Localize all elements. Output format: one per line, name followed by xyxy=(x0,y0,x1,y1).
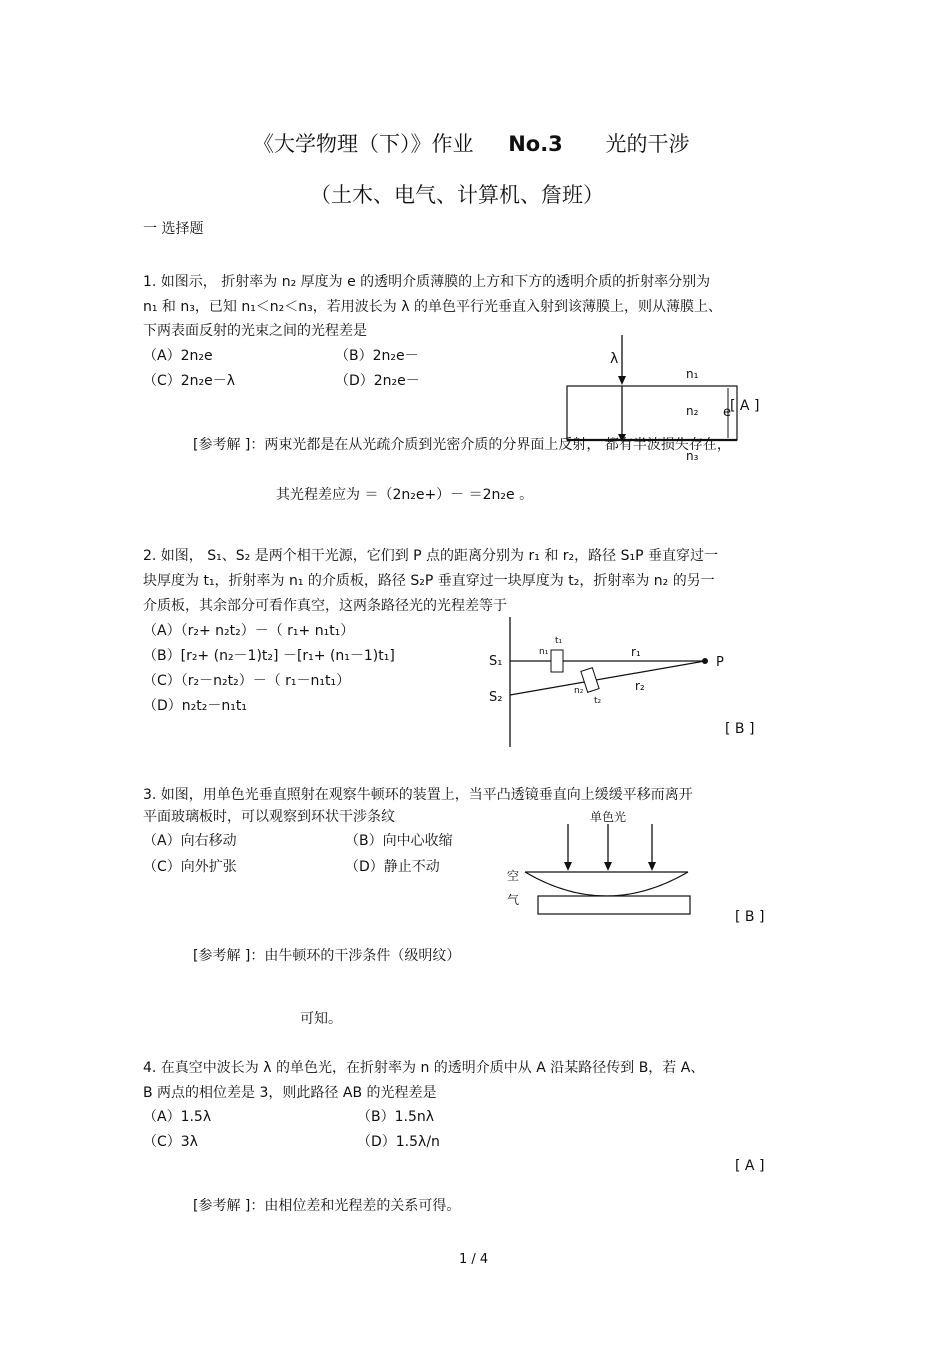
q4-option-a: （A）1.5λ xyxy=(143,1109,212,1125)
q3-option-a: （A）向右移动 xyxy=(143,833,237,849)
title-prefix: 《大学物理（下）》作业 xyxy=(253,132,474,156)
page-subtitle: （土木、电气、计算机、詹班） xyxy=(310,183,604,207)
q1-line-3: 下两表面反射的光束之间的光程差是 xyxy=(143,323,367,339)
q2-s2-label: S₂ xyxy=(489,690,503,705)
q4-answer: [ A ] xyxy=(735,1158,765,1174)
q2-line-1: 2. 如图， S₁、S₂ 是两个相干光源，它们到 P 点的距离分别为 r₁ 和 r₂，路径 S₁P 垂直穿过一 xyxy=(143,548,718,564)
q2-r2-label: r₂ xyxy=(635,679,645,693)
q2-option-a: （A）（r₂+ n₂t₂）－（ r₁+ n₁t₁） xyxy=(143,623,355,639)
q3-lens-curve xyxy=(525,872,688,896)
q1-reference-line-1: [参考解 ]：两束光都是在从光疏介质到光密介质的分界面上反射， 都有半波损失存在， xyxy=(193,437,731,453)
q1-arrow-head xyxy=(618,376,626,385)
q2-option-b: （B）[r₂+ (n₂－1)t₂] －[r₁+ (n₁－1)t₁] xyxy=(143,648,395,664)
q3-air-label-2: 气 xyxy=(507,893,520,907)
page-title xyxy=(253,128,689,158)
q3-answer: [ B ] xyxy=(735,909,765,925)
q1-n2-label: n₂ xyxy=(686,404,699,418)
q4-reference-line-1: [参考解 ]：由相位差和光程差的关系可得。 xyxy=(193,1198,461,1214)
q2-t1-label: t₁ xyxy=(555,636,563,646)
q4-option-d: （D）1.5λ/n xyxy=(357,1134,440,1150)
q1-e-label: e xyxy=(723,405,731,420)
q1-lambda-label: λ xyxy=(610,351,619,367)
q2-path-s2p xyxy=(510,661,705,695)
q3-option-b: （B）向中心收缩 xyxy=(345,833,453,849)
q1-n1-label: n₁ xyxy=(686,367,699,381)
q4-option-c: （C）3λ xyxy=(143,1134,198,1150)
q1-line-2: n₁ 和 n₃，已知 n₁＜n₂＜n₃，若用波长为 λ 的单色平行光垂直入射到该薄膜上，则从薄膜上、 xyxy=(143,299,722,315)
title-topic: 光的干涉 xyxy=(605,132,690,156)
q2-line-2: 块厚度为 t₁，折射率为 n₁ 的介质板，路径 S₂P 垂直穿过一块厚度为 t₂，折射率为 n₂ 的另一 xyxy=(143,573,715,589)
q3-newton-rings-figure xyxy=(500,804,700,919)
q1-reference-line-2: 其光程差应为 ＝（2n₂e+）－ ＝2n₂e 。 xyxy=(276,487,534,503)
q3-line-1: 3. 如图，用单色光垂直照射在观察牛顿环的装置上，当平凸透镜垂直向上缓缓平移而离开 xyxy=(143,787,693,803)
q1-option-d: （D）2n₂e－ xyxy=(335,373,420,389)
q2-line-3: 介质板，其余部分可看作真空，这两条路径光的光程差等于 xyxy=(143,598,507,614)
q2-t2-label: t₂ xyxy=(594,696,602,706)
q2-point-p xyxy=(702,658,708,664)
q3-light-label: 单色光 xyxy=(590,810,627,824)
q4-line-2: B 两点的相位差是 3，则此路径 AB 的光程差是 xyxy=(143,1085,437,1101)
q3-glass-plate xyxy=(538,896,690,914)
q4-option-b: （B）1.5nλ xyxy=(357,1109,435,1125)
q2-s1-label: S₁ xyxy=(489,654,503,669)
q1-option-c: （C）2n₂e－λ xyxy=(143,373,236,389)
section-heading: 一 选择题 xyxy=(143,221,204,237)
q2-option-d: （D）n₂t₂－n₁t₁ xyxy=(143,698,247,714)
q3-option-c: （C）向外扩张 xyxy=(143,859,237,875)
q3-air-label-1: 空 xyxy=(507,869,520,883)
q3-reference-line-2: 可知。 xyxy=(300,1011,342,1027)
q1-answer: [ A ] xyxy=(730,398,760,414)
q2-n2-label: n₂ xyxy=(574,686,584,696)
q1-option-a: （A）2n₂e xyxy=(143,348,213,364)
q2-p-label: P xyxy=(716,655,724,670)
q2-r1-label: r₁ xyxy=(631,645,641,659)
q3-reference-line-1: [参考解 ]：由牛顿环的干涉条件（级明纹） xyxy=(193,948,461,964)
q4-line-1: 4. 在真空中波长为 λ 的单色光，在折射率为 n 的透明介质中从 A 沿某路径传到 B，若 A、 xyxy=(143,1060,705,1076)
q2-n1-label: n₁ xyxy=(539,647,549,657)
title-number: No.3 xyxy=(508,132,563,156)
q2-option-c: （C）（r₂－n₂t₂）－（ r₁－n₁t₁） xyxy=(143,673,351,689)
q2-two-source-figure xyxy=(485,612,735,752)
q2-plate-1 xyxy=(551,650,563,672)
q3-line-2: 平面玻璃板时，可以观察到环状干涉条纹 xyxy=(143,809,395,825)
q1-option-b: （B）2n₂e－ xyxy=(335,348,419,364)
q2-plate-2 xyxy=(581,668,599,693)
q1-n3-label: n₃ xyxy=(686,449,699,463)
page-number: 1 / 4 xyxy=(459,1252,489,1267)
q1-line-1: 1. 如图示， 折射率为 n₂ 厚度为 e 的透明介质薄膜的上方和下方的透明介质的折射率分别为 xyxy=(143,274,711,290)
q3-option-d: （D）静止不动 xyxy=(345,859,440,875)
q1-film-layer xyxy=(567,386,737,440)
q2-answer: [ B ] xyxy=(725,721,755,737)
